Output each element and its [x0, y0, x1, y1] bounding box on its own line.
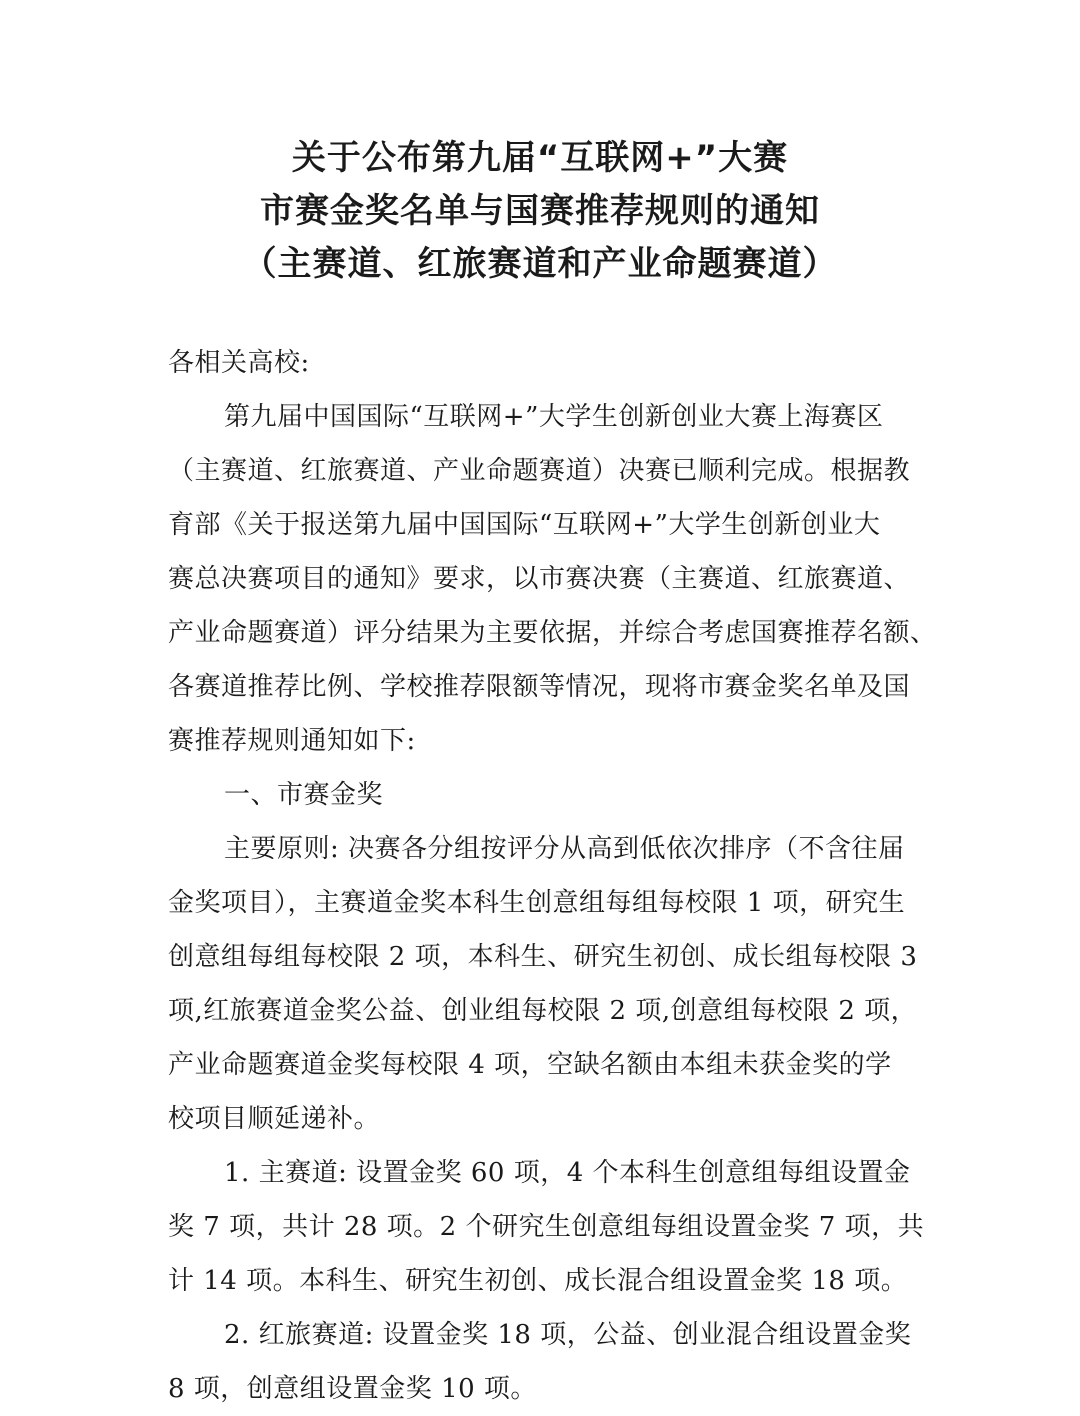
- paragraph-line: 赛推荐规则通知如下:: [168, 726, 416, 756]
- title-line-2: 市赛金奖名单与国赛推荐规则的通知: [260, 191, 820, 231]
- paragraph-line: 育部《关于报送第九届中国国际“互联网+”大学生创新创业大: [168, 510, 881, 540]
- notice-body: [168, 336, 937, 1416]
- notice-title: [0, 132, 1080, 291]
- paragraph-line: 校项目顺延递补。: [168, 1104, 381, 1134]
- paragraph-line: 计 14 项。本科生、研究生初创、成长混合组设置金奖 18 项。: [168, 1266, 908, 1296]
- paragraph-line: 创意组每组每校限 2 项，本科生、研究生初创、成长组每校限 3: [168, 942, 918, 972]
- paragraph-line: 赛总决赛项目的通知》要求，以市赛决赛（主赛道、红旅赛道、: [168, 564, 911, 594]
- section-heading: 一、市赛金奖: [224, 780, 384, 810]
- paragraph-line: 8 项，创意组设置金奖 10 项。: [168, 1374, 537, 1404]
- paragraph-line: 金奖项目），主赛道金奖本科生创意组每组每校限 1 项，研究生: [168, 888, 906, 918]
- paragraph-line: 奖 7 项，共计 28 项。2 个研究生创意组每组设置金奖 7 项，共: [168, 1212, 925, 1242]
- paragraph-line: 1. 主赛道: 设置金奖 60 项，4 个本科生创意组每组设置金: [224, 1158, 911, 1188]
- title-line-3: （主赛道、红旅赛道和产业命题赛道）: [242, 244, 838, 284]
- paragraph-line: 各赛道推荐比例、学校推荐限额等情况，现将市赛金奖名单及国: [168, 672, 911, 702]
- paragraph-line: 项,红旅赛道金奖公益、创业组每校限 2 项,创意组每校限 2 项，: [168, 996, 918, 1026]
- paragraph-line: 2. 红旅赛道: 设置金奖 18 项，公益、创业混合组设置金奖: [224, 1320, 912, 1350]
- paragraph-line: 第九届中国国际“互联网+”大学生创新创业大赛上海赛区: [224, 402, 884, 432]
- paragraph-line: 产业命题赛道金奖每校限 4 项，空缺名额由本组未获金奖的学: [168, 1050, 892, 1080]
- paragraph-line: 主要原则: 决赛各分组按评分从高到低依次排序（不含往届: [224, 834, 905, 864]
- salutation: 各相关高校:: [168, 348, 310, 378]
- paragraph-line: 产业命题赛道）评分结果为主要依据，并综合考虑国赛推荐名额、: [168, 618, 937, 648]
- title-line-1: 关于公布第九届“互联网+”大赛: [291, 138, 789, 178]
- paragraph-line: （主赛道、红旅赛道、产业命题赛道）决赛已顺利完成。根据教: [168, 456, 911, 486]
